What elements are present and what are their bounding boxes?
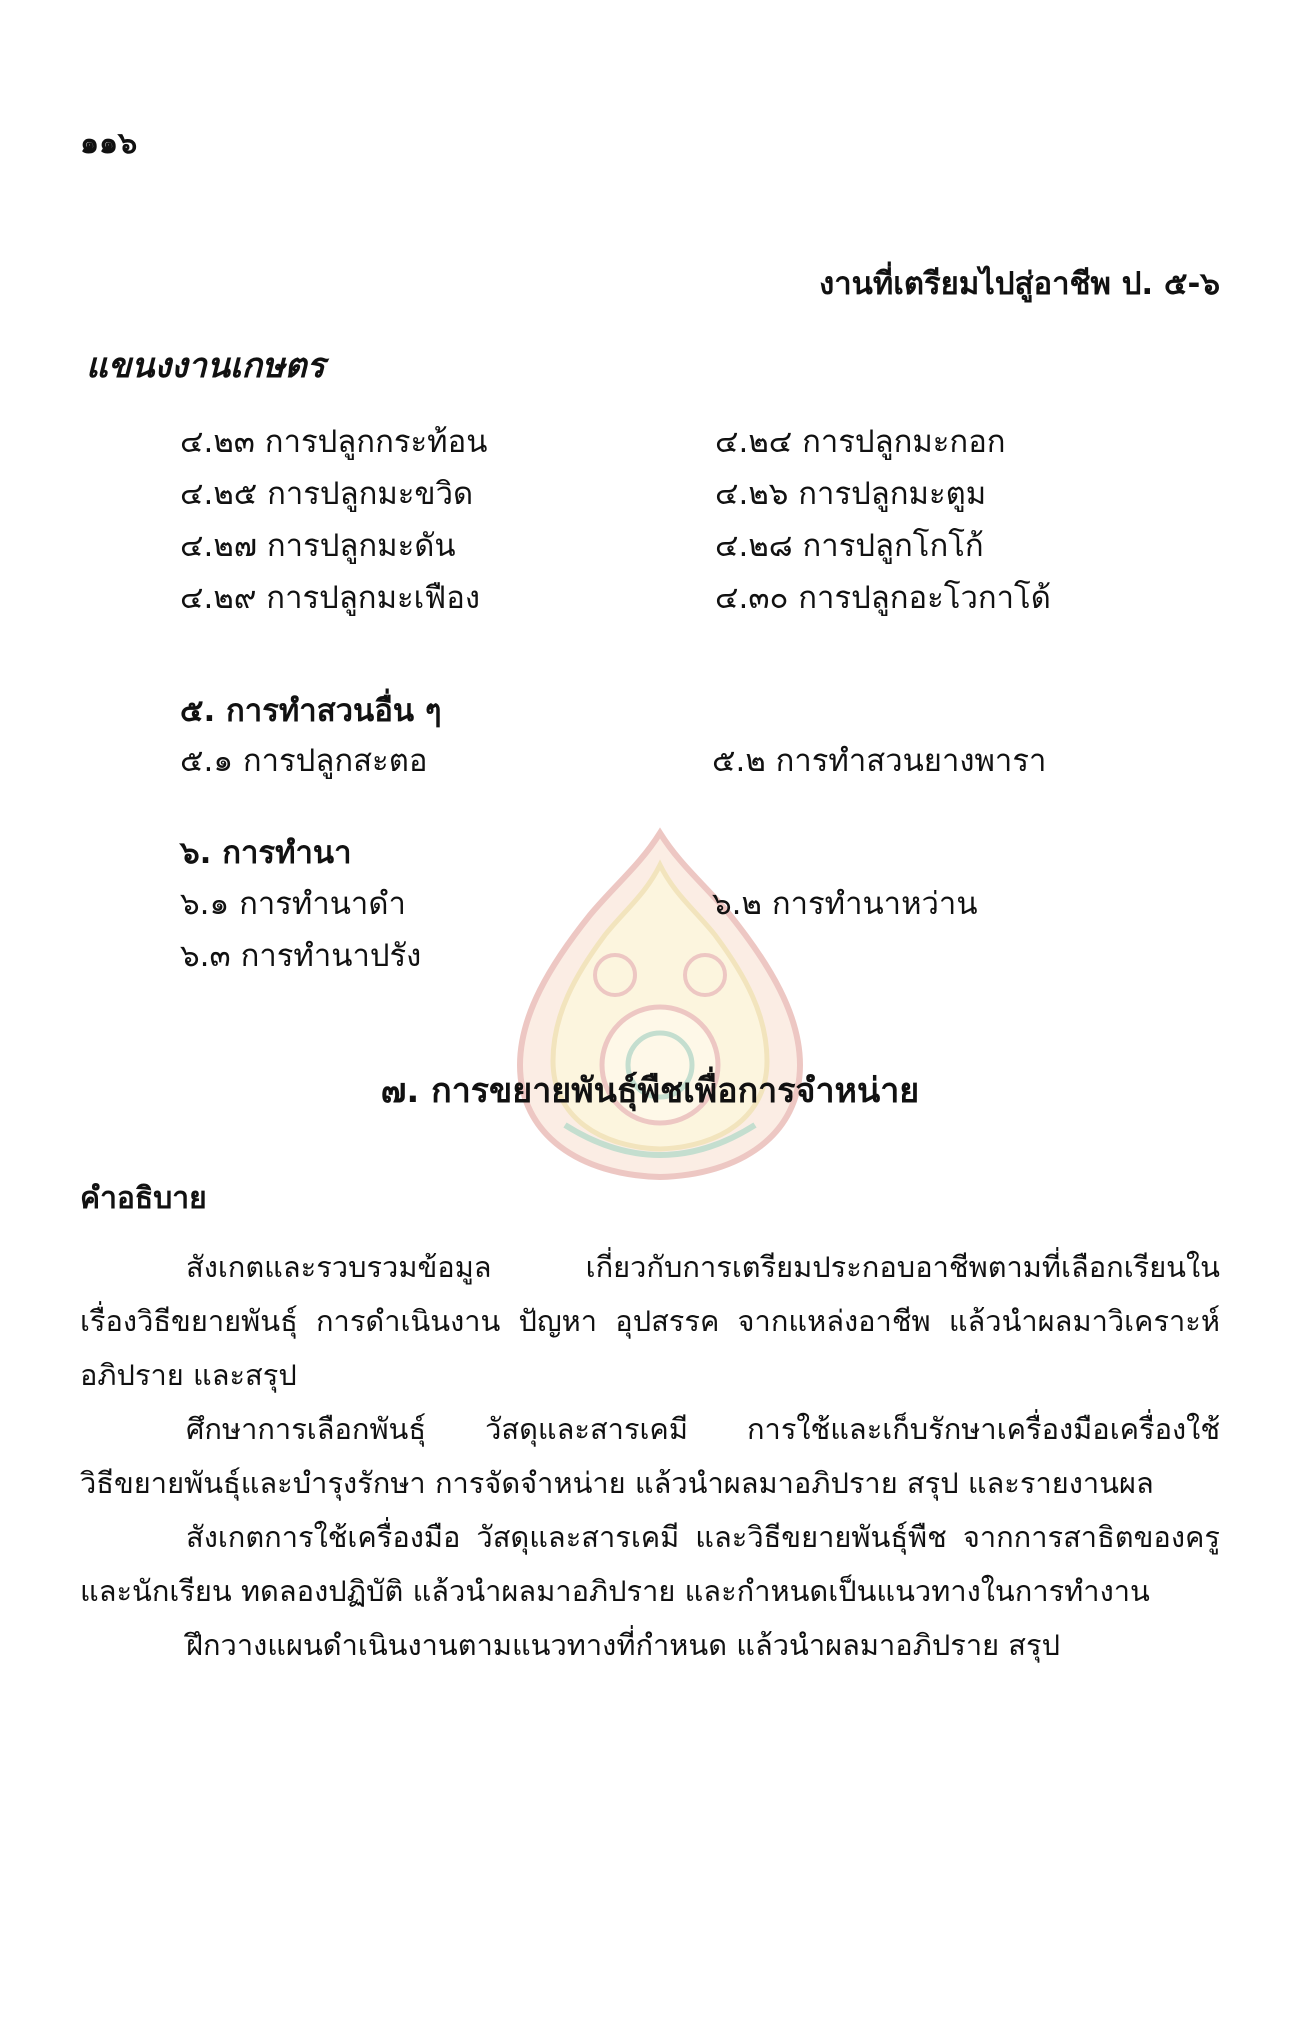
page-number: ๑๑๖ [80, 126, 138, 161]
list-item: ๖.๓ การทำนาปรัง [180, 938, 422, 974]
group-heading: ๖. การทำนา [180, 835, 352, 871]
list-item: ๔.๒๔ การปลูกมะกอก [715, 424, 1006, 460]
list-item: ๖.๑ การทำนาดำ [180, 886, 406, 922]
section-title: แขนงงานเกษตร [86, 346, 325, 386]
list-item: ๔.๒๙ การปลูกมะเฟือง [180, 580, 480, 616]
paragraph-line: สังเกตและรวบรวมข้อมูล เกี่ยวกับการเตรียมประกอบอาชีพตามที่เลือกเรียนใน [186, 1250, 1220, 1284]
list-item: ๔.๒๘ การปลูกโกโก้ [715, 528, 984, 564]
paragraph-line: ฝึกวางแผนดำเนินงานตามแนวทางที่กำหนด แล้วนำผลมาอภิปราย สรุป [186, 1628, 1060, 1662]
description-paragraph [80, 1618, 1220, 1672]
list-item: ๔.๒๖ การปลูกมะตูม [715, 476, 987, 512]
list-item: ๔.๒๕ การปลูกมะขวิด [180, 476, 474, 512]
paragraph-line: เรื่องวิธีขยายพันธุ์ การดำเนินงาน ปัญหา อุปสรรค จากแหล่งอาชีพ แล้วนำผลมาวิเคราะห์ [80, 1304, 1220, 1338]
list-item: ๔.๒๗ การปลูกมะดัน [180, 528, 456, 564]
description-title: คำอธิบาย [80, 1181, 207, 1216]
description-paragraph [80, 1402, 1220, 1510]
paragraph-line: และนักเรียน ทดลองปฏิบัติ แล้วนำผลมาอภิปราย และกำหนดเป็นแนวทางในการทำงาน [80, 1574, 1150, 1608]
paragraph-line: อภิปราย และสรุป [80, 1358, 297, 1392]
paragraph-line: วิธีขยายพันธุ์และบำรุงรักษา การจัดจำหน่าย แล้วนำผลมาอภิปราย สรุป และรายงานผล [80, 1466, 1154, 1500]
list-item: ๔.๓๐ การปลูกอะโวกาโด้ [715, 580, 1051, 616]
list-item: ๖.๒ การทำนาหว่าน [712, 886, 978, 922]
description-paragraph [80, 1510, 1220, 1618]
paragraph-line: สังเกตการใช้เครื่องมือ วัสดุและสารเคมี และวิธีขยายพันธุ์พืช จากการสาธิตของครู [186, 1520, 1220, 1554]
list-item: ๔.๒๓ การปลูกกระท้อน [180, 424, 488, 460]
group-heading: ๕. การทำสวนอื่น ๆ [180, 693, 442, 729]
list-item: ๕.๒ การทำสวนยางพารา [712, 743, 1047, 779]
list-item: ๕.๑ การปลูกสะตอ [180, 743, 428, 779]
description-paragraph [80, 1240, 1220, 1402]
subject-title: ๗. การขยายพันธุ์พืชเพื่อการจำหน่าย [380, 1071, 920, 1111]
running-header: งานที่เตรียมไปสู่อาชีพ ป. ๕-๖ [819, 266, 1220, 302]
paragraph-line: ศึกษาการเลือกพันธุ์ วัสดุและสารเคมี การใช้และเก็บรักษาเครื่องมือเครื่องใช้ [186, 1412, 1220, 1446]
